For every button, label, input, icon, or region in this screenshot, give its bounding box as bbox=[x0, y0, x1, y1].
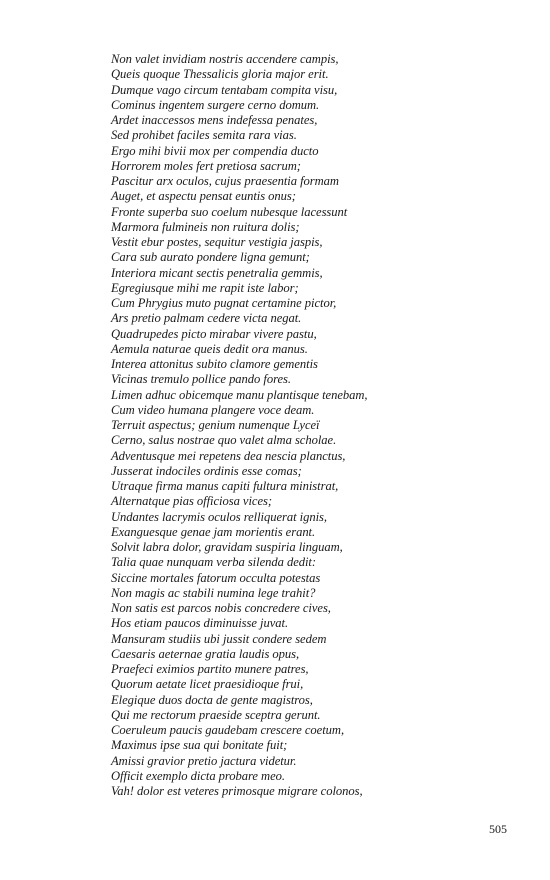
poem-line: Pascitur arx oculos, cujus praesentia formam bbox=[111, 174, 339, 188]
poem-line: Aemula naturae queis dedit ora manus. bbox=[111, 341, 308, 356]
poem-line: Officit exemplo dicta probare meo. bbox=[111, 768, 285, 783]
poem-line: Quorum aetate licet praesidioque frui, bbox=[111, 677, 304, 692]
poem-line: Terruit aspectus; genium numenque Lyceï bbox=[111, 418, 320, 432]
poem-line: Sed prohibet faciles semita rara vias. bbox=[111, 128, 297, 143]
poem-line: Amissi gravior pretio jactura videtur. bbox=[111, 753, 297, 768]
poem-line: Non magis ac stabili numina lege trahit? bbox=[111, 585, 316, 600]
poem-line: Cara sub aurato pondere ligna gemunt; bbox=[111, 250, 310, 265]
poem-line: Vah! dolor est veteres primosque migrare colonos, bbox=[111, 784, 363, 798]
poem-line: Quadrupedes picto mirabar vivere pastu, bbox=[111, 326, 317, 341]
poem-line: Solvit labra dolor, gravidam suspiria linguam, bbox=[111, 540, 343, 554]
poem-line: Cominus ingentem surgere cerno domum. bbox=[111, 97, 320, 112]
poem-line: Horrorem moles fert pretiosa sacrum; bbox=[111, 158, 301, 173]
poem-line: Jusserat indociles ordinis esse comas; bbox=[111, 463, 302, 478]
poem-line: Limen adhuc obicemque manu plantisque tenebam, bbox=[111, 387, 368, 402]
poem-line: Egregiusque mihi me rapit iste labor; bbox=[111, 280, 299, 295]
poem-line: Hos etiam paucos diminuisse juvat. bbox=[111, 616, 289, 631]
poem-line: Interea attonitus subito clamore gementis bbox=[111, 357, 318, 371]
poem-line: Siccine mortales fatorum occulta potestas bbox=[111, 570, 321, 585]
poem-line: Interiora micant sectis penetralia gemmis, bbox=[111, 265, 323, 280]
poem-text bbox=[111, 52, 521, 799]
poem-line: Talia quae nunquam verba silenda dedit: bbox=[111, 555, 317, 570]
poem-line: Marmora fulmineis non ruitura dolis; bbox=[111, 219, 300, 234]
poem-line: Auget, et aspectu pensat euntis onus; bbox=[111, 189, 296, 204]
poem-line: Adventusque mei repetens dea nescia planctus, bbox=[111, 448, 346, 463]
poem-line: Vicinas tremulo pollice pando fores. bbox=[111, 372, 291, 387]
poem-line: Non valet invidiam nostris accendere campis, bbox=[111, 52, 339, 66]
poem-line: Praefeci eximios partito munere patres, bbox=[111, 662, 309, 676]
poem-line: Utraque firma manus capiti fultura ministrat, bbox=[111, 479, 339, 493]
poem-line: Cerno, salus nostrae quo valet alma scholae. bbox=[111, 433, 337, 448]
poem-line: Mansuram studiis ubi jussit condere sedem bbox=[111, 631, 327, 646]
poem-line: Maximus ipse sua qui bonitate fuit; bbox=[111, 738, 288, 753]
poem-line: Coeruleum paucis gaudebam crescere coetum, bbox=[111, 723, 345, 737]
poem-line: Exanguesque genae jam morientis erant. bbox=[111, 524, 316, 539]
poem-line: Alternatque pias officiosa vices; bbox=[111, 494, 272, 509]
poem-line: Qui me rectorum praeside sceptra gerunt. bbox=[111, 707, 321, 722]
poem-line: Queis quoque Thessalicis gloria major erit. bbox=[111, 67, 329, 82]
poem-line: Vestit ebur postes, sequitur vestigia jaspis, bbox=[111, 235, 323, 249]
poem-line: Cum video humana plangere voce deam. bbox=[111, 402, 315, 417]
poem-line: Ergo mihi bivii mox per compendia ducto bbox=[111, 143, 319, 158]
page-number: 505 bbox=[489, 822, 507, 836]
poem-line: Caesaris aeternae gratia laudis opus, bbox=[111, 646, 300, 661]
poem-line: Non satis est parcos nobis concredere cives, bbox=[111, 601, 331, 615]
poem-line: Cum Phrygius muto pugnat certamine pictor, bbox=[111, 296, 337, 310]
poem-line: Ardet inaccessos mens indefessa penates, bbox=[111, 113, 318, 127]
poem-line: Ars pretio palmam cedere victa negat. bbox=[111, 311, 302, 326]
poem-line: Undantes lacrymis oculos relliquerat ignis, bbox=[111, 509, 328, 524]
poem-line: Elegique duos docta de gente magistros, bbox=[111, 692, 313, 707]
poem-line: Fronte superba suo coelum nubesque lacessunt bbox=[111, 204, 348, 219]
poem-line: Dumque vago circum tentabam compita visu, bbox=[111, 82, 338, 97]
